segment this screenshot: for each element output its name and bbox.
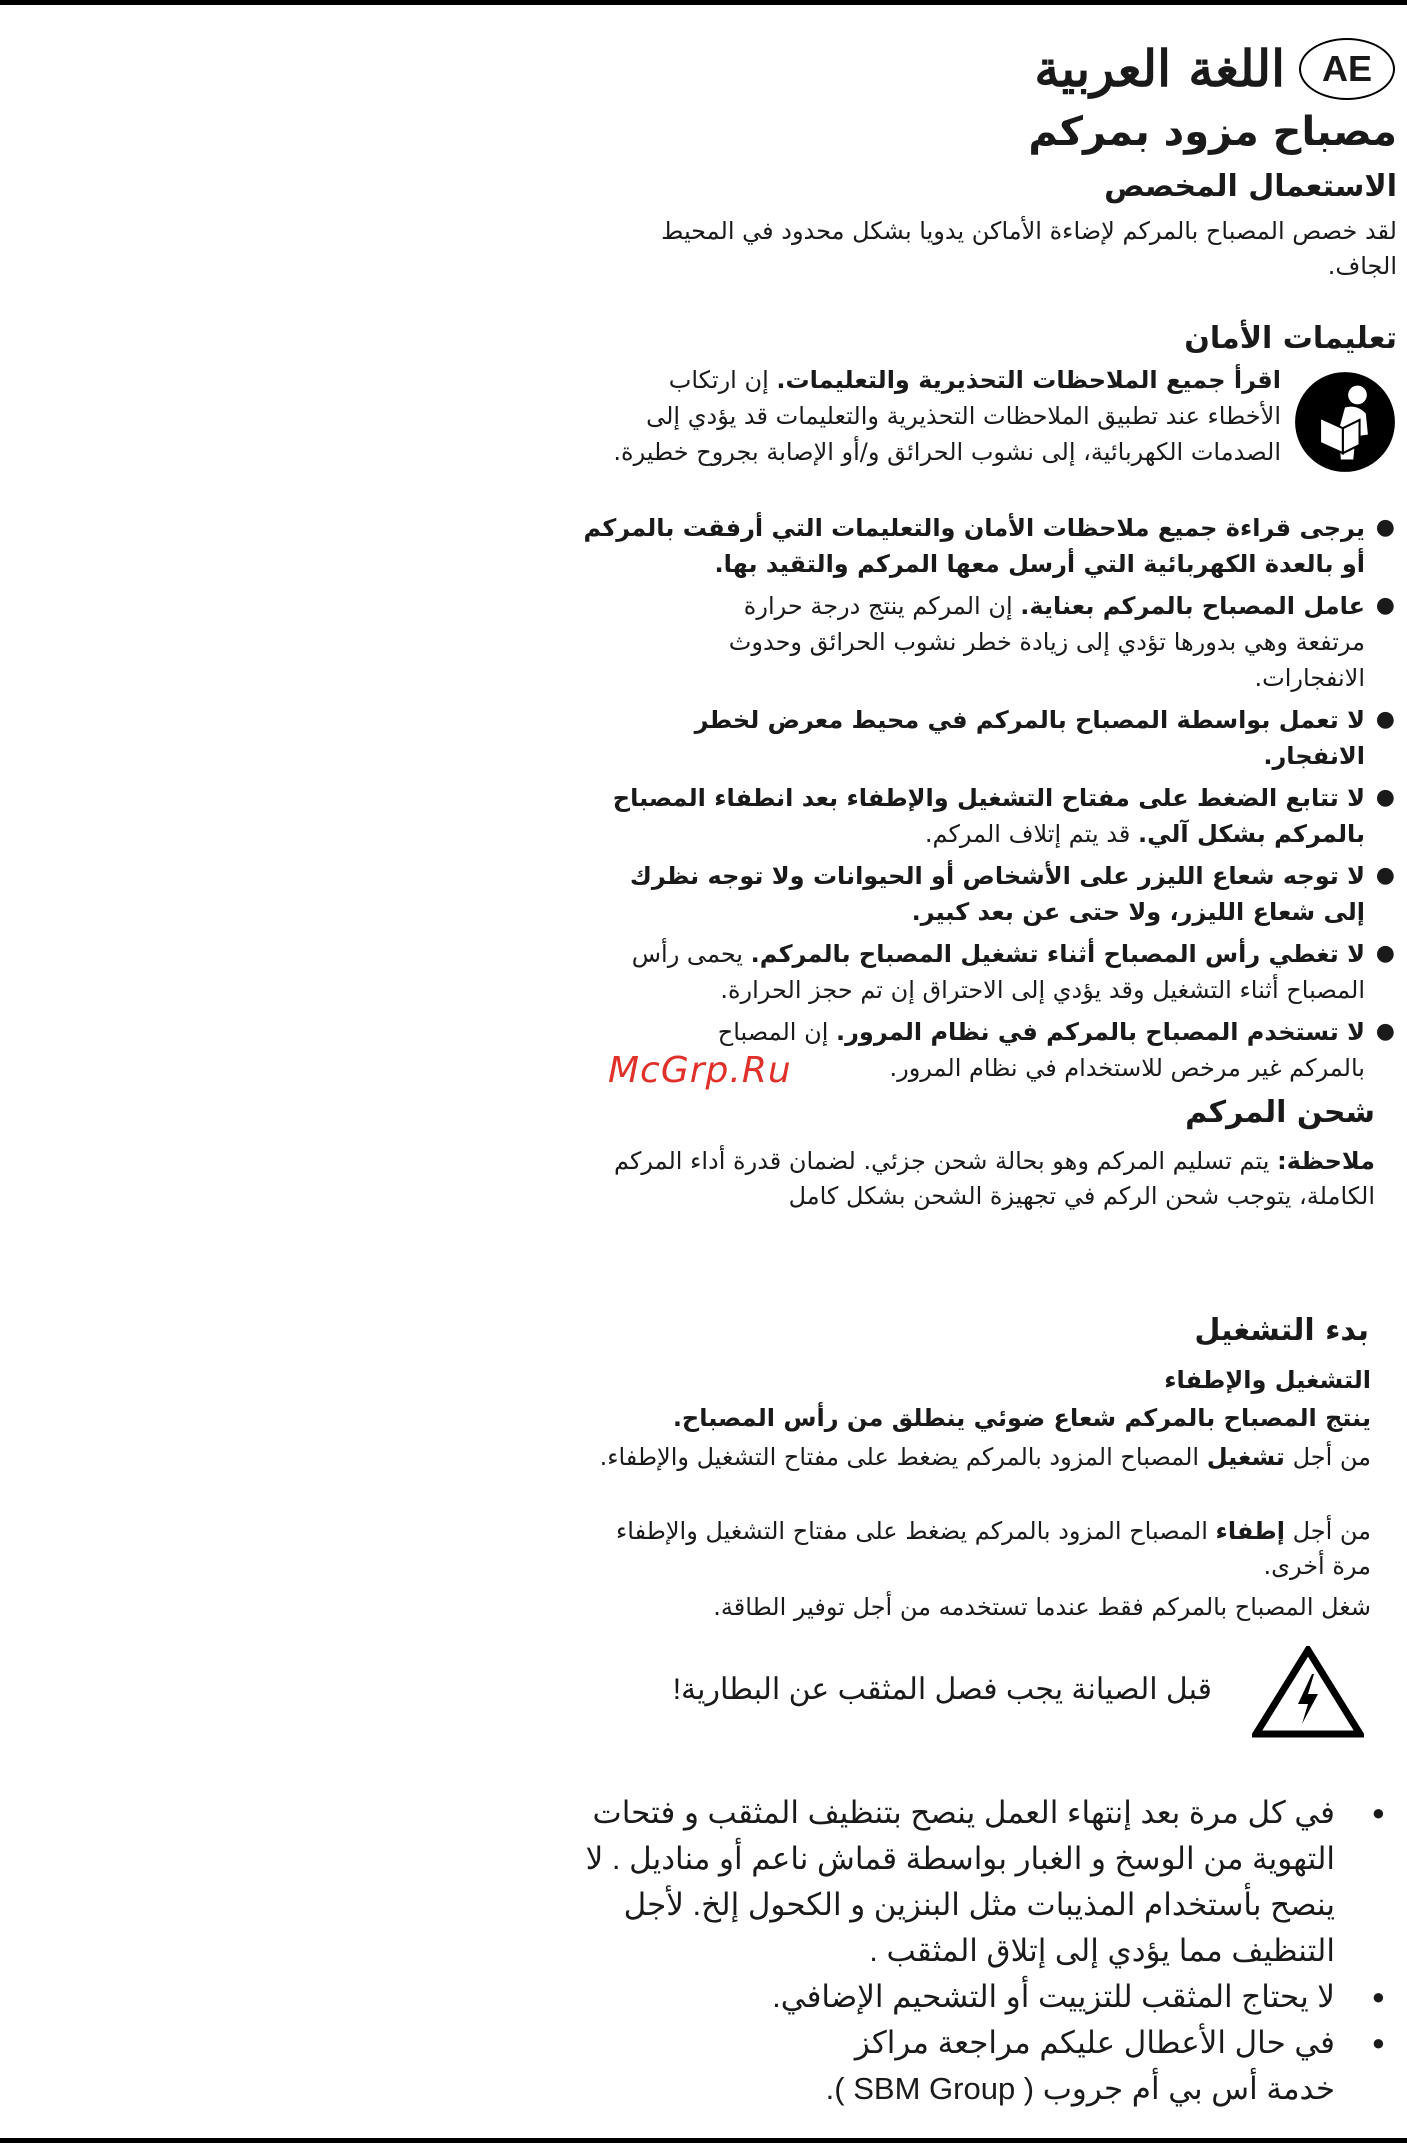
charging-note bbox=[565, 1144, 1375, 1214]
read-manual-icon bbox=[1293, 370, 1397, 474]
safety-bullet-bold: لا تتابع الضغط على مفتاح التشغيل والإطفاء بعد انطفاء المصباح بالمركم بشكل آلي. bbox=[612, 784, 1365, 848]
safety-bullet bbox=[565, 588, 1395, 696]
startup-heading: بدء التشغيل bbox=[1194, 1313, 1369, 1348]
charging-note-label: ملاحظة: bbox=[1277, 1147, 1375, 1175]
startup-off-post: المصباح المزود بالمركم يضغط على مفتاح التشغيل والإطفاء مرة أخرى. bbox=[616, 1517, 1371, 1580]
safety-bullet-bold: لا توجه شعاع الليزر على الأشخاص أو الحيوانات ولا توجه نظرك إلى شعاع الليزر، ولا حتى عن بعد كبير. bbox=[629, 862, 1365, 926]
safety-bullet-bold: لا تغطي رأس المصباح أثناء تشغيل المصباح بالمركم. bbox=[750, 940, 1365, 968]
safety-bullet-bold: لا تستخدم المصباح بالمركم في نظام المرور. bbox=[836, 1018, 1365, 1046]
safety-bullet bbox=[565, 702, 1395, 774]
safety-bullet-text: قد يتم إتلاف المركم. bbox=[924, 820, 1138, 848]
startup-on-pre: من أجل bbox=[1284, 1443, 1371, 1471]
safety-bullet-bold: لا تعمل بواسطة المصباح بالمركم في محيط معرض لخطر الانفجار. bbox=[694, 706, 1365, 770]
startup-beam: ينتج المصباح بالمركم شعاع ضوئي ينطلق من رأس المصباح. bbox=[672, 1404, 1371, 1432]
safety-bullet-bold: يرجى قراءة جميع ملاحظات الأمان والتعليمات التي أرفقت بالمركم أو بالعدة الكهربائية التي أرسل معها المركم والتقيد بها. bbox=[583, 514, 1365, 578]
maintenance-bullet: ● في كل مرة بعد إنتهاء العمل ينصح بتنظيف المثقب و فتحات التهوية من الوسخ و الغبار بواسطة قماش ناعم أو مناديل . لا ينصح بأستخدام المذيبات مثل البنزين و الكحول إلخ. لأجل التنظيف مما يؤدي إلى إتلاق المثقب . bbox=[523, 1790, 1393, 1974]
safety-bullet bbox=[565, 936, 1395, 1008]
safety-bullet bbox=[565, 780, 1395, 852]
startup-off-bold: إطفاء bbox=[1215, 1517, 1285, 1545]
maintenance-warning: قبل الصيانة يجب فصل المثقب عن البطارية! bbox=[672, 1673, 1212, 1706]
safety-intro bbox=[607, 362, 1397, 474]
safety-bullet-bold: عامل المصباح بالمركم بعناية. bbox=[1020, 592, 1365, 620]
maintenance-bullet: ● في حال الأعطال عليكم مراجعة مراكز خدمة أس بي أم جروب ( SBM Group ). bbox=[523, 2020, 1393, 2112]
safety-bullet bbox=[565, 510, 1395, 582]
language-badge: AE bbox=[1299, 38, 1395, 100]
language-header bbox=[1034, 36, 1395, 102]
startup-subheading: التشغيل والإطفاء bbox=[1164, 1366, 1371, 1394]
safety-bullet bbox=[565, 858, 1395, 930]
safety-bullets bbox=[565, 510, 1395, 1092]
startup-off-pre: من أجل bbox=[1284, 1517, 1371, 1545]
startup-save: شغل المصباح بالمركم فقط عندما تستخدمه من أجل توفير الطاقة. bbox=[713, 1593, 1371, 1621]
startup-on-bold: تشغيل bbox=[1206, 1443, 1285, 1471]
safety-heading: تعليمات الأمان bbox=[1184, 321, 1397, 356]
product-title: مصباح مزود بمركم bbox=[1028, 109, 1397, 155]
safety-intro-body: إن ارتكاب الأخطاء عند تطبيق الملاحظات التحذيرية والتعليمات قد يؤدي إلى الصدمات الكهربائية، إلى نشوب الحرائق و/أو الإصابة بجروح خطيرة. bbox=[613, 366, 1281, 466]
bottom-rule bbox=[0, 2138, 1407, 2143]
startup-on bbox=[551, 1440, 1371, 1475]
electric-hazard-icon bbox=[1252, 1646, 1364, 1738]
maintenance-bullet: ● لا يحتاج المثقب للتزييت أو التشحيم الإضافي. bbox=[523, 1974, 1393, 2020]
safety-bullet-text: إن المركم ينتج درجة حرارة مرتفعة وهي بدورها تؤدي إلى زيادة خطر نشوب الحرائق وحدوث الانفجارات. bbox=[728, 592, 1365, 692]
intended-use-text: لقد خصص المصباح بالمركم لإضاءة الأماكن يدويا بشكل محدود في المحيط الجاف. bbox=[661, 217, 1397, 280]
safety-bullet-text: يحمى رأس المصباح أثناء التشغيل وقد يؤدي إلى الاحتراق إن تم حجز الحرارة. bbox=[631, 940, 1365, 1004]
safety-intro-bold: اقرأ جميع الملاحظات التحذيرية والتعليمات. bbox=[776, 366, 1281, 394]
charging-note-text: يتم تسليم المركم وهو بحالة شحن جزئي. لضمان قدرة أداء المركم الكاملة، يتوجب شحن الركم في تجهيزة الشحن بشكل كامل bbox=[613, 1147, 1375, 1210]
safety-intro-text bbox=[607, 362, 1281, 474]
charging-heading: شحن المركم bbox=[1185, 1095, 1375, 1130]
startup-on-post: المصباح المزود بالمركم يضغط على مفتاح التشغيل والإطفاء. bbox=[599, 1443, 1207, 1471]
top-rule bbox=[0, 0, 1407, 5]
intended-use-heading: الاستعمال المخصص bbox=[1104, 169, 1397, 204]
watermark: McGrp.Ru bbox=[608, 1050, 792, 1091]
safety-bullet-text: إن المصباح بالمركم غير مرخص للاستخدام في نظام المرور. bbox=[717, 1018, 1365, 1082]
startup-off bbox=[571, 1514, 1371, 1584]
language-title: اللغة العربية bbox=[1034, 39, 1285, 98]
maintenance-bullets bbox=[523, 1790, 1393, 2112]
